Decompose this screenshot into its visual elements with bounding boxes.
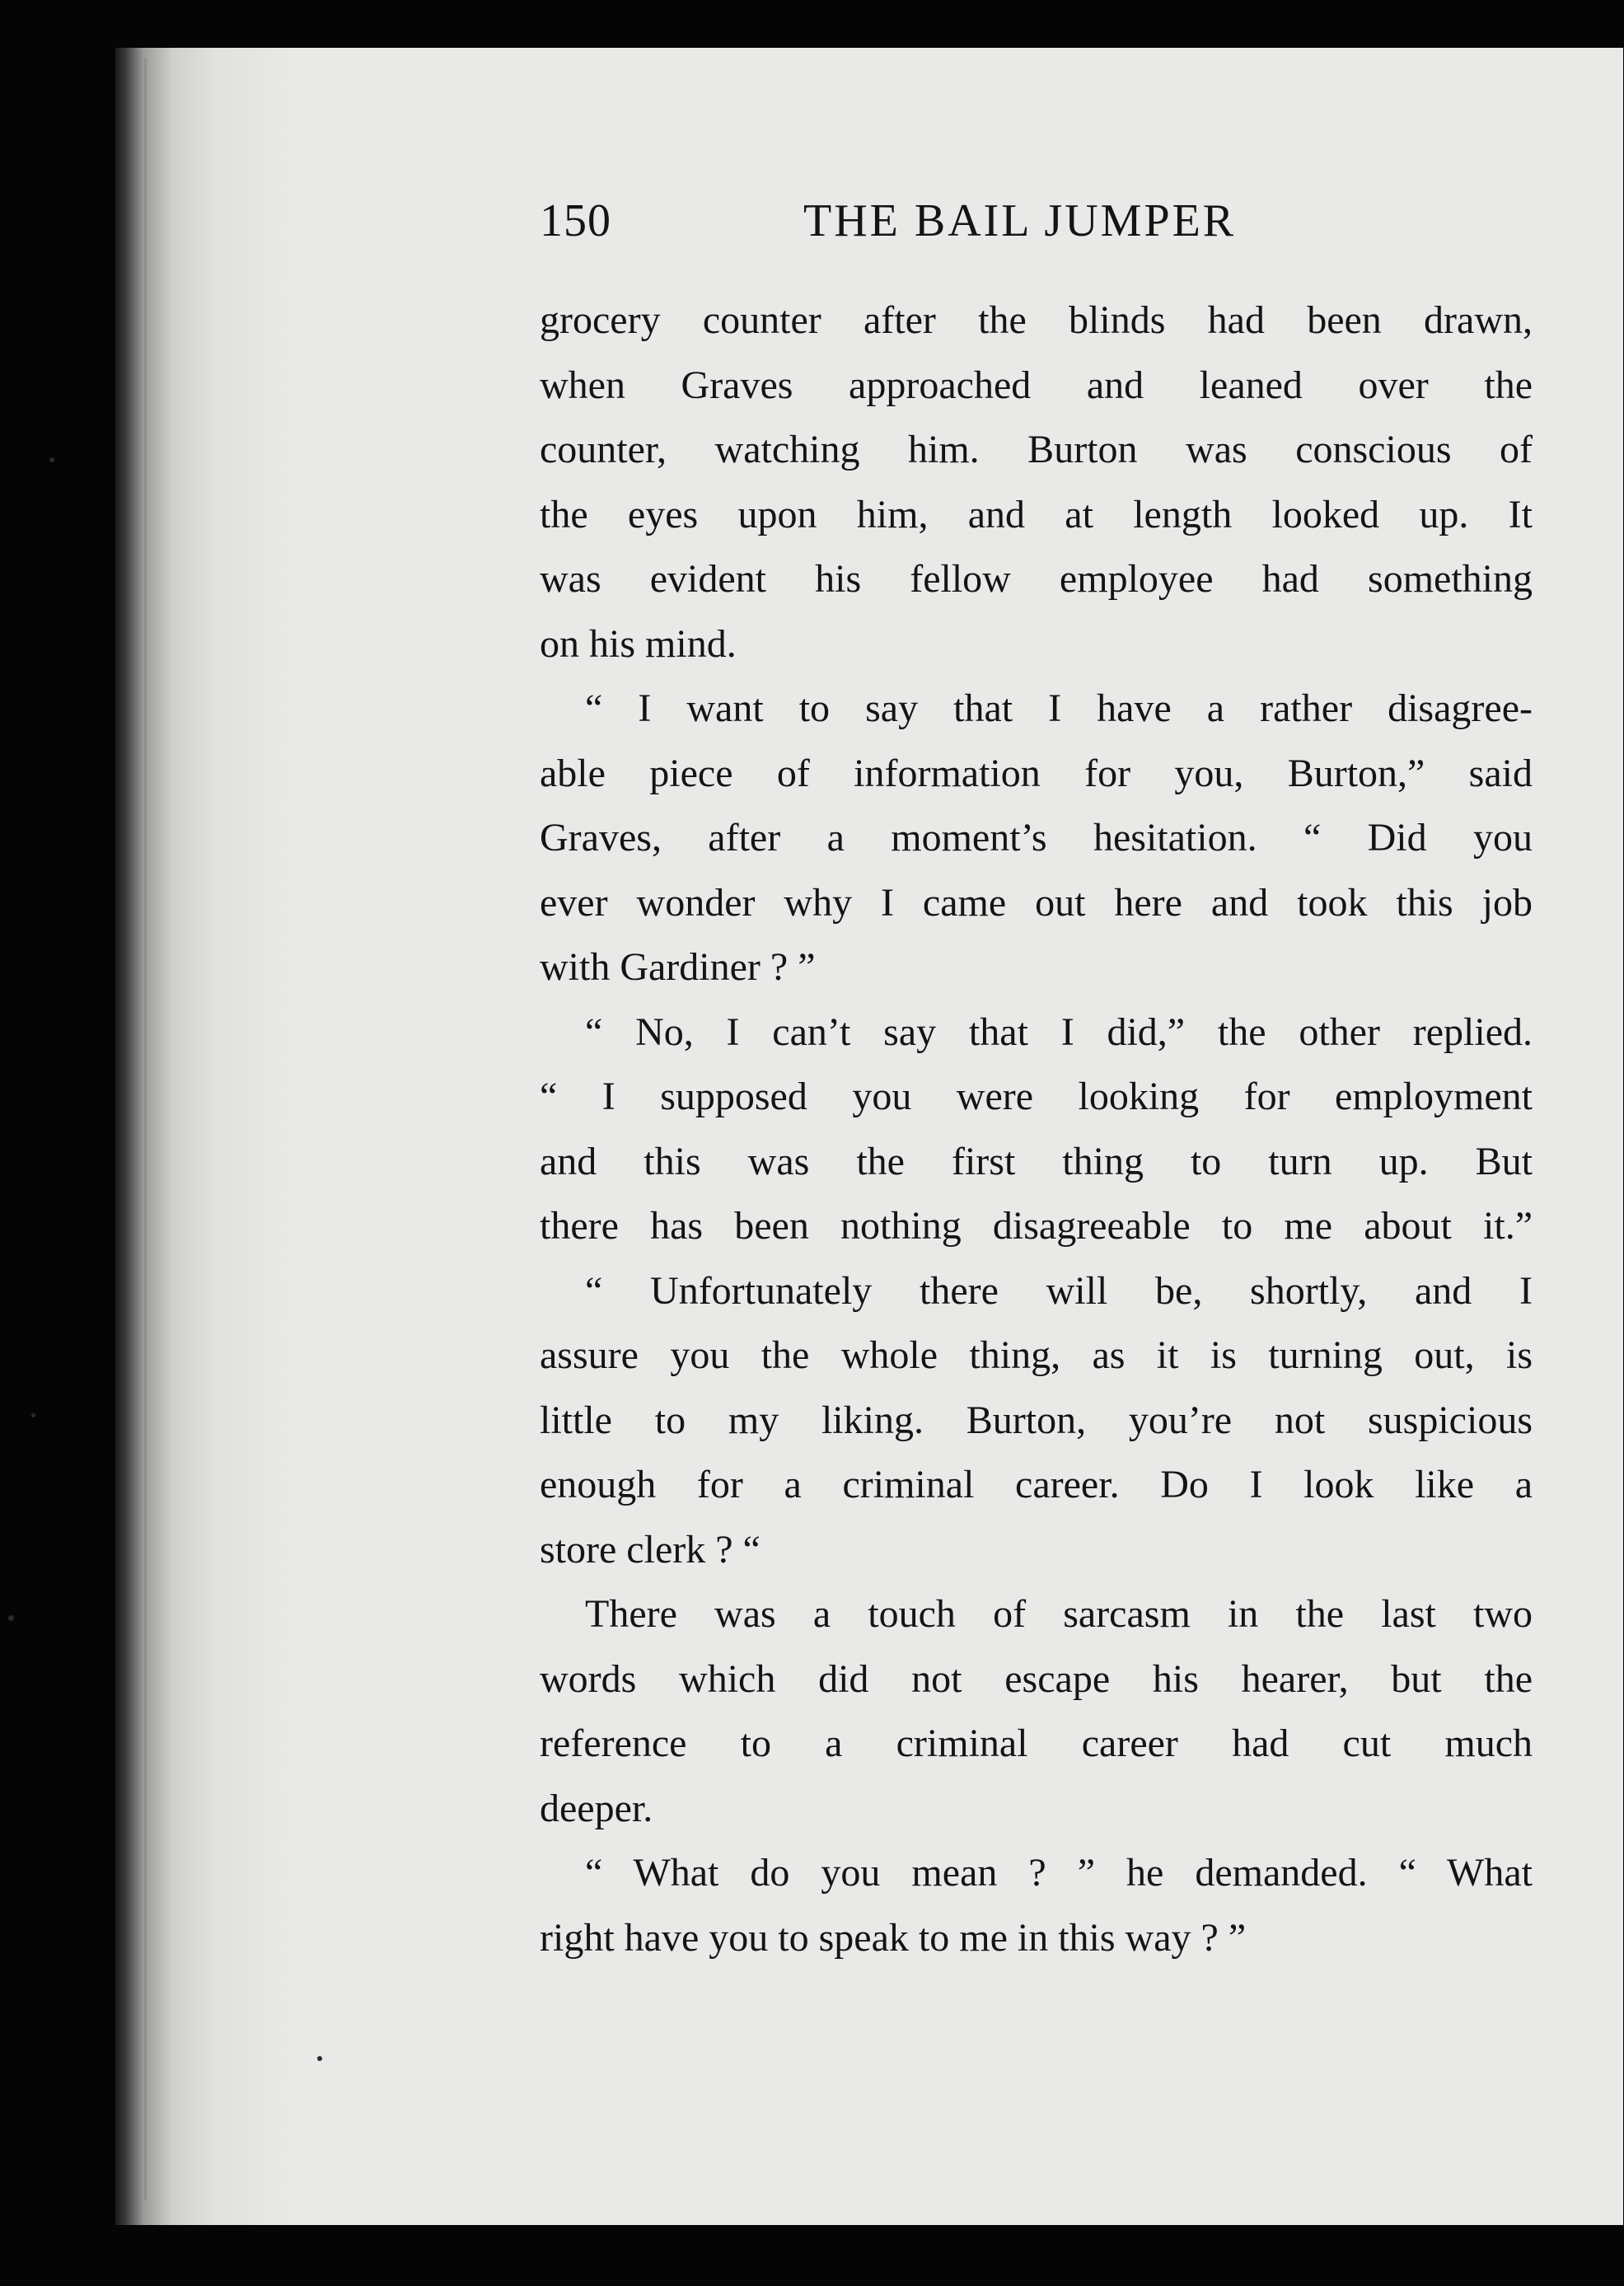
text-line: “ I want to say that I have a rather disagree- xyxy=(585,686,1533,730)
text-line: there has been nothing disagreeable to me about it.” xyxy=(540,1204,1533,1248)
text-line: assure you the whole thing, as it is turning out, is xyxy=(540,1333,1533,1377)
text-line: on his mind. xyxy=(540,621,737,666)
dust-speck xyxy=(317,2056,322,2061)
scan-bottom-border xyxy=(115,2225,1624,2286)
text-line: and this was the first thing to turn up. But xyxy=(540,1139,1533,1183)
dust-speck xyxy=(8,1615,14,1621)
text-line: “ No, I can’t say that I did,” the other replied. xyxy=(585,1009,1533,1054)
dust-speck xyxy=(49,457,54,462)
text-line: “ Unfortunately there will be, shortly, and I xyxy=(585,1268,1533,1313)
text-line: grocery counter after the blinds had been drawn, xyxy=(540,298,1533,342)
book-gutter-shadow xyxy=(115,48,293,2232)
page-header xyxy=(540,194,1561,260)
text-line: able piece of information for you, Burton,” said xyxy=(540,751,1533,795)
text-line: reference to a criminal career had cut much xyxy=(540,1722,1533,1765)
text-line: with Gardiner ? ” xyxy=(540,945,816,989)
gutter-crease xyxy=(144,58,147,2200)
text-line: little to my liking. Burton, you’re not suspicious xyxy=(540,1398,1533,1442)
body-text xyxy=(540,288,1533,1970)
text-line: ever wonder why I came out here and took this job xyxy=(540,880,1533,925)
text-line: when Graves approached and leaned over the xyxy=(540,363,1533,407)
text-line: store clerk ? “ xyxy=(540,1527,761,1572)
text-line: was evident his fellow employee had something xyxy=(540,557,1533,601)
text-line: the eyes upon him, and at length looked up. It xyxy=(540,492,1533,536)
text-line: There was a touch of sarcasm in the last two xyxy=(585,1592,1533,1636)
text-line: words which did not escape his hearer, but the xyxy=(540,1656,1533,1701)
text-line: “ I supposed you were looking for employment xyxy=(540,1075,1533,1118)
text-line: right have you to speak to me in this way ? ” xyxy=(540,1915,1247,1960)
text-line: deeper. xyxy=(540,1786,653,1830)
page-number: 150 xyxy=(540,195,611,246)
running-title: THE BAIL JUMPER xyxy=(803,195,1237,246)
dust-speck xyxy=(31,1413,35,1417)
text-line: enough for a criminal career. Do I look like a xyxy=(540,1463,1533,1506)
text-line: Graves, after a moment’s hesitation. “ Did you xyxy=(540,816,1533,860)
text-line: “ What do you mean ? ” he demanded. “ What xyxy=(585,1851,1533,1895)
text-line: counter, watching him. Burton was conscious of xyxy=(540,428,1533,471)
